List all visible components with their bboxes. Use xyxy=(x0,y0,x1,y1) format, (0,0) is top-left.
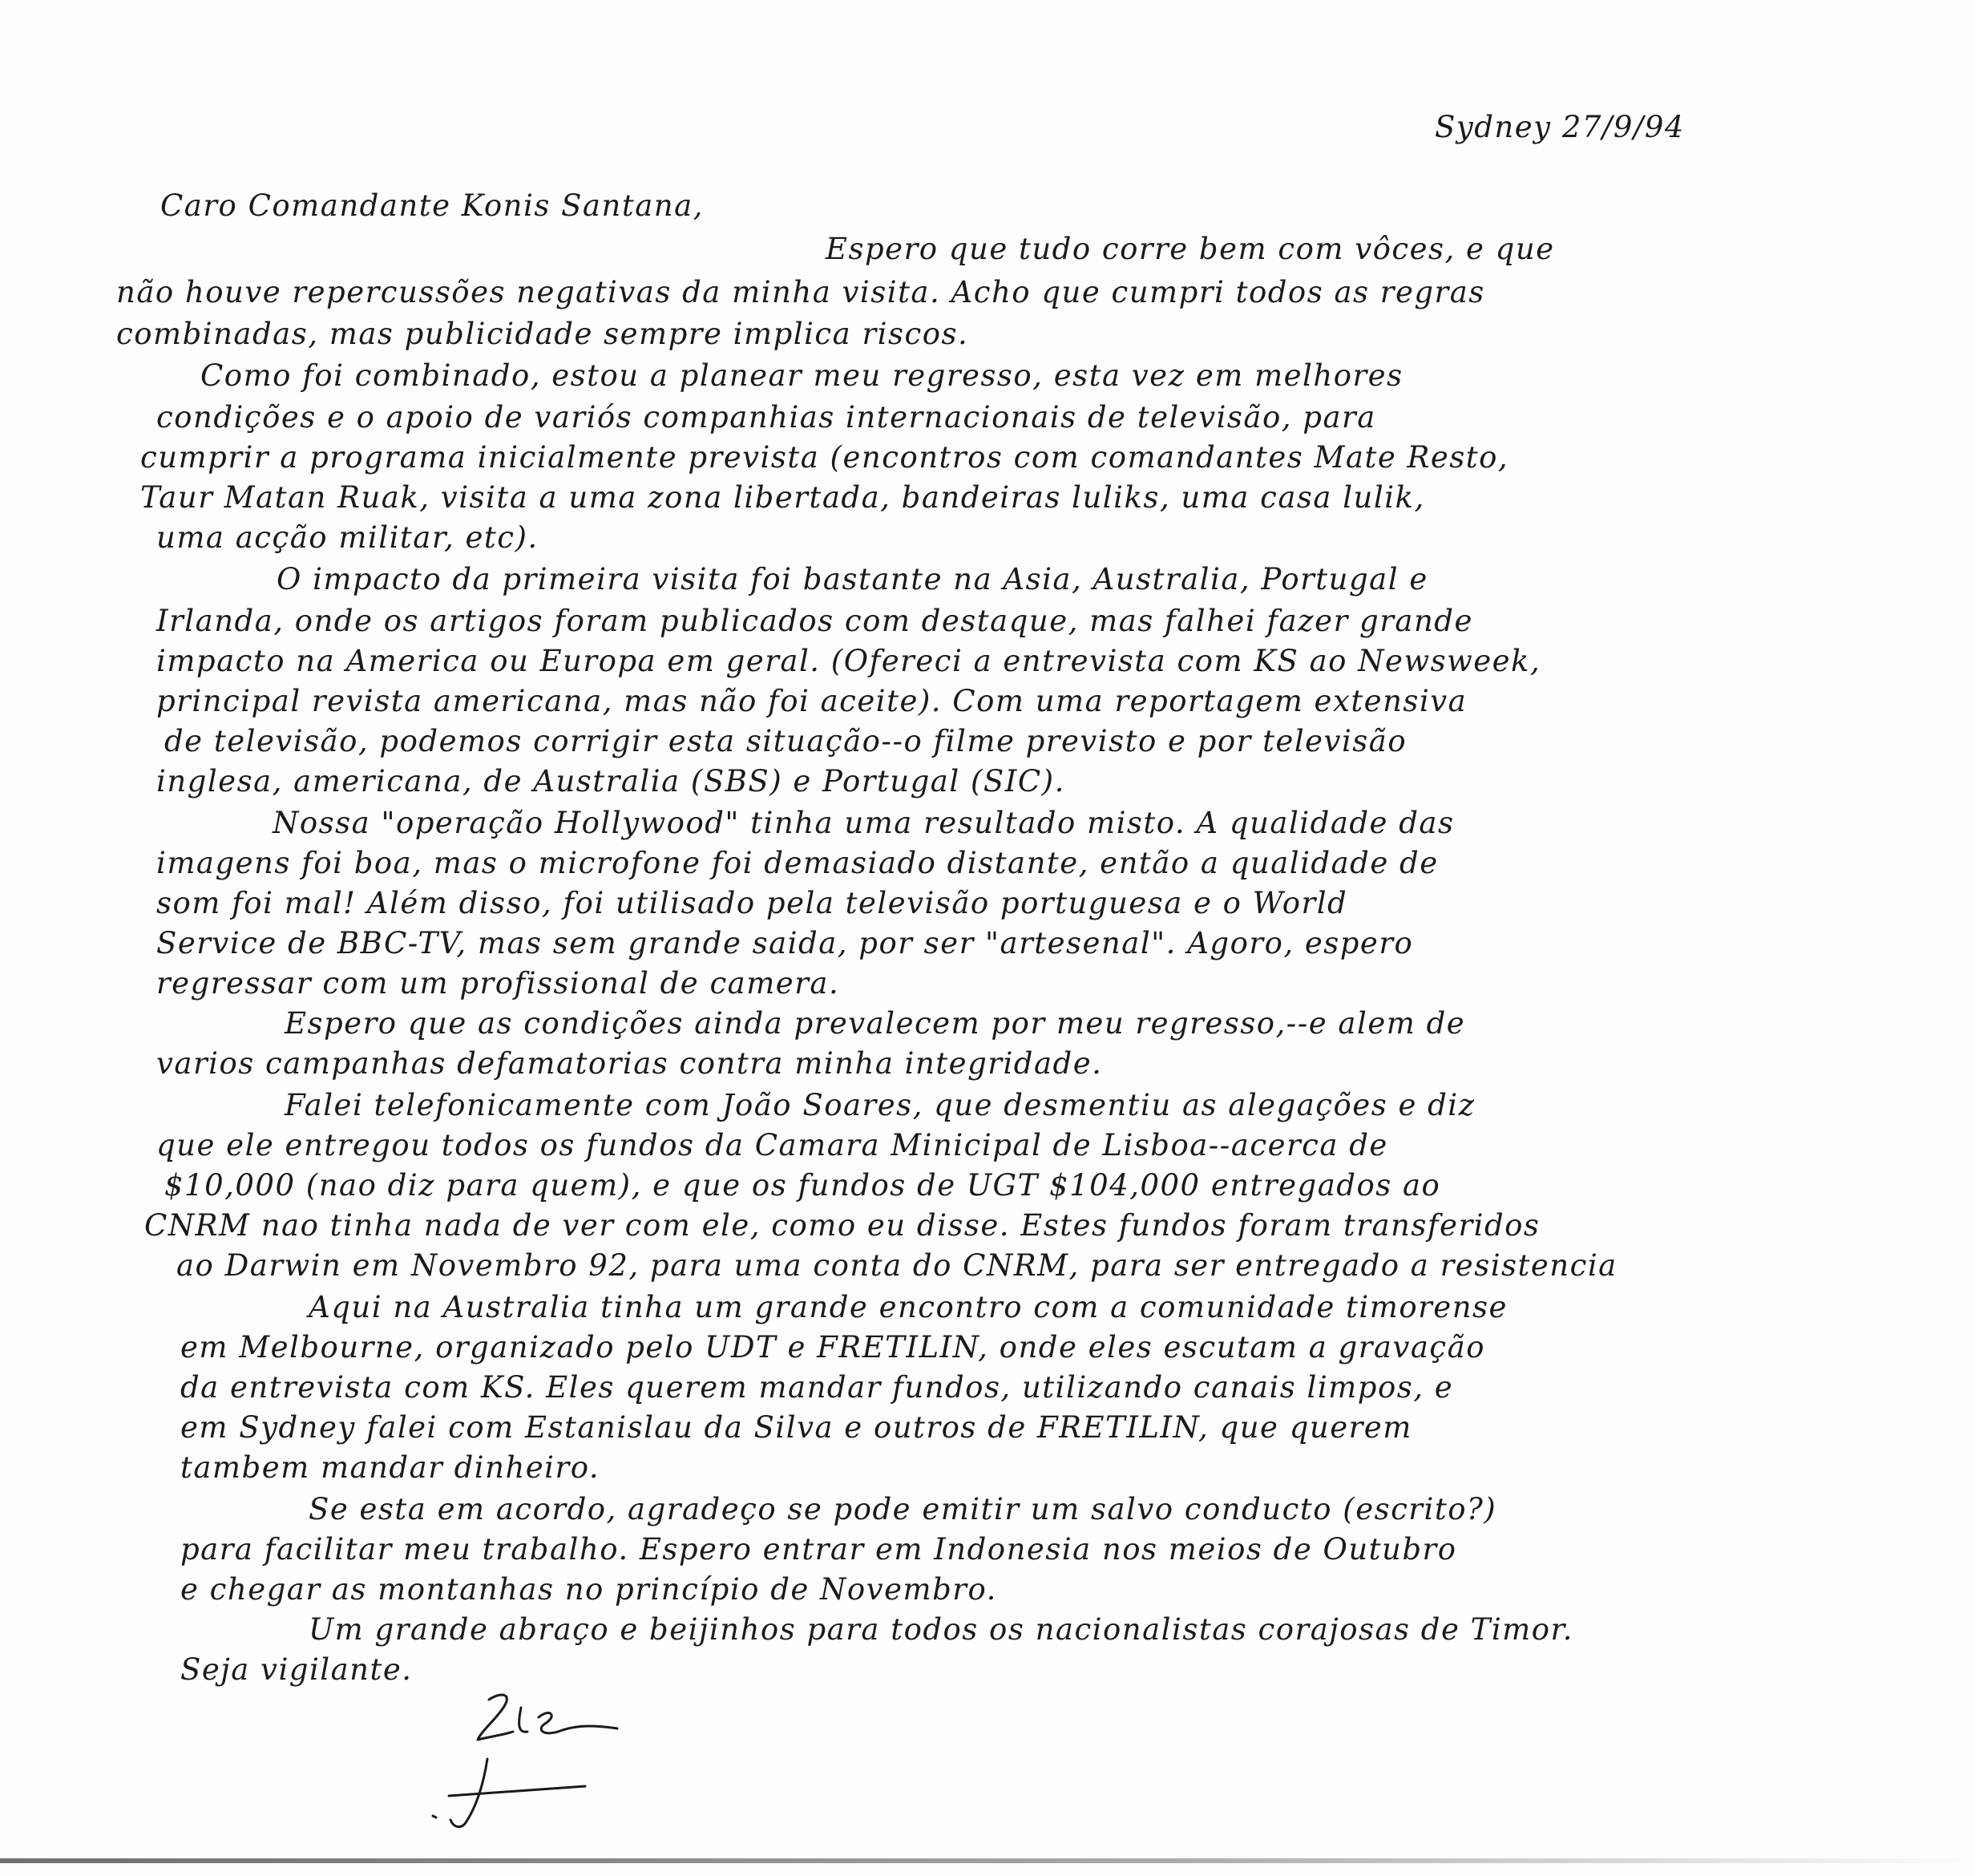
letter-line: inglesa, americana, de Australia (SBS) e Portugal (SIC). xyxy=(156,764,1065,799)
letter-line: da entrevista com KS. Eles querem mandar fundos, utilizando canais limpos, e xyxy=(180,1370,1454,1405)
letter-line: Irlanda, onde os artigos foram publicados com destaque, mas falhei fazer grande xyxy=(156,604,1473,638)
letter-line: impacto na America ou Europa em geral. (Ofereci a entrevista com KS ao Newsweek, xyxy=(156,644,1541,678)
letter-line: em Sydney falei com Estanislau da Silva e outros de FRETILIN, que querem xyxy=(180,1410,1412,1445)
letter-line: regressar com um profissional de camera. xyxy=(156,966,840,1001)
letter-line: Espero que as condições ainda prevalecem por meu regresso,--e alem de xyxy=(285,1006,1466,1041)
letter-line: principal revista americana, mas não foi aceite). Com uma reportagem extensiva xyxy=(156,684,1468,718)
letter-line: em Melbourne, organizado pelo UDT e FRETILIN, onde eles escutam a gravação xyxy=(180,1330,1485,1365)
letter-line: varios campanhas defamatorias contra minha integridade. xyxy=(156,1046,1103,1081)
letter-line: cumprir a programa inicialmente prevista (encontros com comandantes Mate Resto, xyxy=(140,440,1509,475)
letter-line: imagens foi boa, mas o microfone foi demasiado distante, então a qualidade de xyxy=(156,846,1439,880)
letter-line: Como foi combinado, estou a planear meu regresso, esta vez em melhores xyxy=(200,358,1404,393)
letter-line: Se esta em acordo, agradeço se pode emitir um salvo conducto (escrito?) xyxy=(309,1492,1497,1526)
letter-line: tambem mandar dinheiro. xyxy=(180,1450,600,1485)
letter-line: Taur Matan Ruak, visita a uma zona libertada, bandeiras luliks, uma casa lulik, xyxy=(140,480,1425,515)
letter-line: combinadas, mas publicidade sempre implica riscos. xyxy=(116,317,969,351)
letter-line: de televisão, podemos corrigir esta situação--o filme previsto e por televisão xyxy=(164,724,1408,758)
letter-line: e chegar as montanhas no princípio de Novembro. xyxy=(180,1572,997,1607)
letter-line: som foi mal! Além disso, foi utilisado pela televisão portuguesa e o World xyxy=(156,886,1348,920)
letter-line: O impacto da primeira visita foi bastante na Asia, Australia, Portugal e xyxy=(277,562,1428,596)
closing-line: Seja vigilante. xyxy=(180,1652,413,1687)
letter-line: Espero que tudo corre bem com vôces, e que xyxy=(826,232,1555,266)
letter-line: ao Darwin em Novembro 92, para uma conta do CNRM, para ser entregado a resistencia xyxy=(176,1248,1618,1283)
signature-mark xyxy=(401,1676,641,1836)
letter-line: Nossa "operação Hollywood" tinha uma resultado misto. A qualidade das xyxy=(273,806,1455,840)
letter-line: condições e o apoio de variós companhias internacionais de televisão, para xyxy=(156,400,1376,435)
letter-line: uma acção militar, etc). xyxy=(156,520,539,555)
letter-line: Falei telefonicamente com João Soares, que desmentiu as alegações e diz xyxy=(285,1088,1476,1122)
letter-line: $10,000 (nao diz para quem), e que os fundos de UGT $104,000 entregados ao xyxy=(164,1168,1441,1203)
salutation: Caro Comandante Konis Santana, xyxy=(160,188,704,223)
letter-line: Service de BBC-TV, mas sem grande saida, por ser "artesenal". Agoro, espero xyxy=(156,926,1414,960)
letter-line: para facilitar meu trabalho. Espero entrar em Indonesia nos meios de Outubro xyxy=(180,1532,1457,1567)
letter-line: CNRM nao tinha nada de ver com ele, como eu disse. Estes fundos foram transferidos xyxy=(144,1208,1541,1243)
scan-edge xyxy=(0,1858,1975,1863)
letter-line: que ele entregou todos os fundos da Camara Minicipal de Lisboa--acerca de xyxy=(156,1128,1388,1162)
closing-line: Um grande abraço e beijinhos para todos os nacionalistas corajosas de Timor. xyxy=(309,1612,1573,1647)
letter-date: Sydney 27/9/94 xyxy=(1435,110,1685,144)
letter-line: Aqui na Australia tinha um grande encontro com a comunidade timorense xyxy=(309,1290,1508,1324)
letter-line: não houve repercussões negativas da minha visita. Acho que cumpri todos as regras xyxy=(116,275,1485,309)
